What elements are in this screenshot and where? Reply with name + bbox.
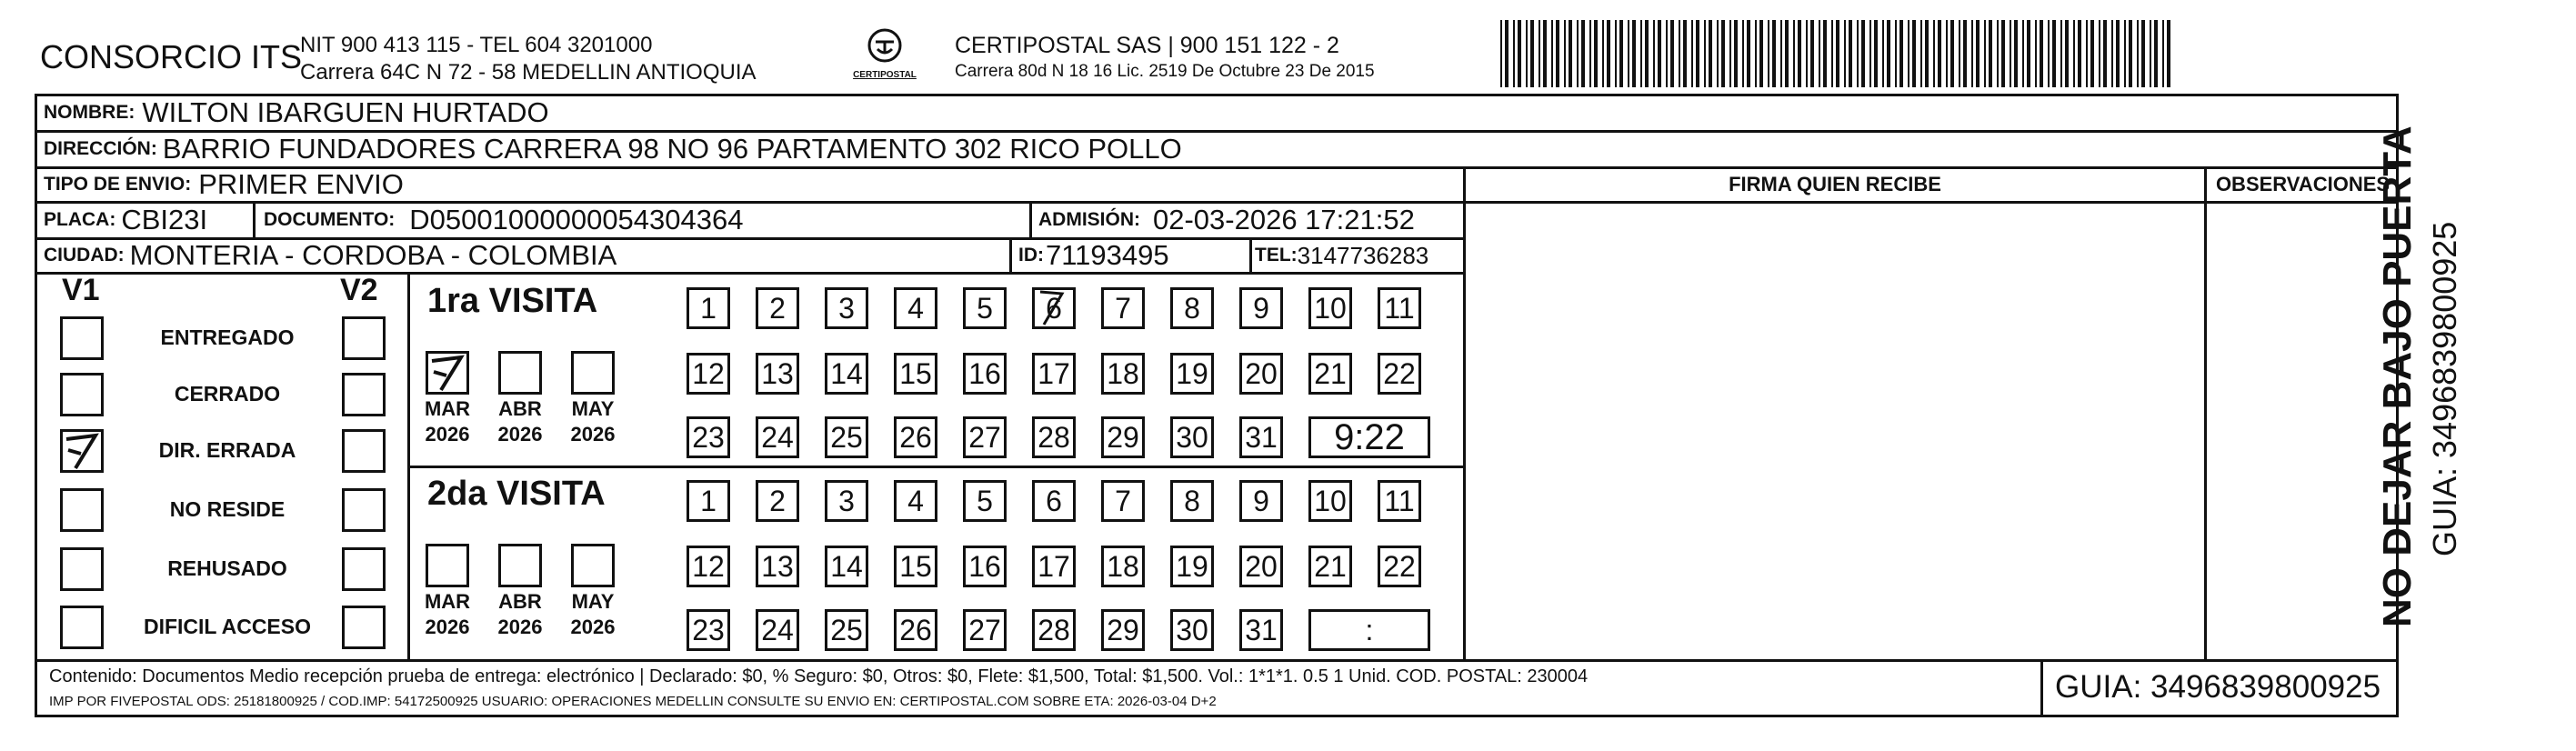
second-visit-day-20[interactable]: 20 [1239,546,1283,587]
month-year: 2026 [570,616,616,638]
second-visit-day-18[interactable]: 18 [1101,546,1145,587]
barcode-bar [1831,20,1833,87]
barcode-bar [1759,20,1763,87]
second-visit-day-1[interactable]: 1 [687,480,730,522]
first-visit-day-9[interactable]: 9 [1239,287,1283,329]
ciudad-cell [44,238,616,273]
barcode-bar [1925,20,1929,87]
second-visit-day-3[interactable]: 3 [825,480,868,522]
check-mark-icon [63,432,103,472]
barcode-bar [2129,20,2132,87]
month-name: MAR [424,590,471,613]
barcode-bar [1564,20,1566,87]
barcode-bar [1696,20,1699,87]
barcode-bar [2022,20,2024,87]
first-visit-month-label-mar [418,396,476,447]
side-guia: GUIA: 3496839800925 [2426,221,2463,556]
second-visit-day-13[interactable]: 13 [756,546,799,587]
barcode-bar [1971,20,1973,87]
barcode-bar [1806,20,1808,87]
second-visit-day-12[interactable]: 12 [687,546,730,587]
barcode-bar [2116,20,2120,87]
v2-checkbox-rehusado[interactable] [342,547,386,591]
direccion-label: DIRECCIÓN: [44,138,157,159]
second-visit-day-25[interactable]: 25 [825,609,868,651]
footer-content: Contenido: Documentos Medio recepción prueba de entrega: electrónico | Declarado: $0, % Seguro: $0, Otros: $0, Flete: $1,500, Total: $1,500. Vol.: 1*1*1. 0.5 1 Unid. COD. POSTAL: 230004 [49,666,1589,686]
barcode-bar [1645,20,1649,87]
admision-cell [1038,202,1415,238]
barcode-bar [1729,20,1731,87]
barcode-bar [1908,20,1909,87]
second-visit-day-6[interactable]: 6 [1032,480,1076,522]
barcode-bar [1887,20,1890,87]
second-visit-day-17[interactable]: 17 [1032,546,1076,587]
v2-checkbox-dificil-acceso[interactable] [342,606,386,649]
second-visit-month-checkbox-may[interactable] [571,544,615,587]
barcode-bar [2048,20,2050,87]
second-visit-day-23[interactable]: 23 [687,609,730,651]
barcode-bar [2065,20,2069,87]
second-visit-day-14[interactable]: 14 [825,546,868,587]
barcode-bar [1819,20,1820,87]
footer-print-info: IMP POR FIVEPOSTAL ODS: 25181800925 / COD.IMP: 54172500925 USUARIO: OPERACIONES MEDELLIN CONSULTE SU ENVIO EN: CERTIPOSTAL.COM SOBRE ETA: 2026-03-04 D+2 [49,694,1217,709]
barcode-bar [2035,20,2037,87]
tel-label: TEL: [1255,245,1298,265]
first-visit-month-checkbox-mar[interactable] [426,351,469,395]
second-visit-day-26[interactable]: 26 [894,609,937,651]
id-value: 71193495 [1046,239,1169,271]
v2-checkbox-dir-errada[interactable] [342,429,386,473]
direccion-row [44,131,1182,167]
barcode-bar [1717,20,1719,87]
status-label-rehusado: REHUSADO [167,556,287,580]
first-visit-month-checkbox-may[interactable] [571,351,615,395]
barcode-bar [1849,20,1852,87]
second-visit-day-8[interactable]: 8 [1170,480,1214,522]
first-visit-day-7[interactable]: 7 [1101,287,1145,329]
barcode-bar [1551,20,1553,87]
barcode-bar [1984,20,1986,87]
barcode-bar [1666,20,1668,87]
barcode-bar [1836,20,1839,87]
admision-label: ADMISIÓN: [1038,209,1140,230]
barcode-bar [1823,20,1827,87]
company-name: CONSORCIO ITS [40,38,303,75]
barcode-bar [1734,20,1738,87]
barcode-bar [1793,20,1795,87]
status-label-cerrado: CERRADO [174,382,281,406]
barcode-bar [1607,20,1610,87]
barcode-bar [1679,20,1680,87]
second-visit-title: 2da VISITA [427,475,606,513]
barcode-bar [1704,20,1706,87]
month-year: 2026 [497,616,543,638]
first-visit-day-24[interactable]: 24 [756,416,799,458]
id-label: ID: [1018,245,1044,265]
v2-checkbox-entregado[interactable] [342,316,386,360]
barcode-bar [1569,20,1572,87]
barcode-bar [1899,20,1903,87]
barcode-bar [1755,20,1757,87]
barcode-bar [1619,20,1623,87]
barcode-bar [1810,20,1814,87]
second-visit-month-label-may [564,589,622,640]
documento-label: DOCUMENTO: [264,209,396,230]
certipostal-license: Carrera 80d N 18 16 Lic. 2519 De Octubre 23 De 2015 [955,62,1375,81]
barcode-bar [1670,20,1674,87]
month-name: MAY [571,397,615,420]
barcode-bar [1640,20,1642,87]
barcode-bar [1594,20,1598,87]
v1-checkbox-entregado[interactable] [60,316,104,360]
second-visit-day-28[interactable]: 28 [1032,609,1076,651]
first-visit-day-30[interactable]: 30 [1170,416,1214,458]
tipo-row [44,167,404,202]
barcode-bar [1543,20,1547,87]
id-cell [1018,238,1169,273]
barcode-bar [2124,20,2126,87]
barcode-bar [1938,20,1941,87]
observaciones-header [2207,167,2399,202]
tel-value: 3147736283 [1297,241,1429,269]
barcode-bar [1602,20,1604,87]
first-visit-day-16[interactable]: 16 [963,353,1007,395]
barcode-bar [2010,20,2011,87]
barcode-bar [1577,20,1579,87]
first-visit-day-14[interactable]: 14 [825,353,868,395]
barcode-bar [1518,20,1521,87]
first-visit-day-2[interactable]: 2 [756,287,799,329]
barcode-bar [2099,20,2100,87]
v2-checkbox-no-reside[interactable] [342,488,386,532]
side-warning: NO DEJAR BAJO PUERTA [2375,125,2420,627]
barcode-bar [1857,20,1859,87]
barcode-bar [2111,20,2113,87]
barcode-bar [1963,20,1967,87]
first-visit-day-13[interactable]: 13 [756,353,799,395]
barcode [1500,20,2180,87]
barcode-bar [1772,20,1776,87]
barcode-bar [2167,20,2170,87]
barcode-bar [1882,20,1884,87]
first-visit-day-18[interactable]: 18 [1101,353,1145,395]
first-visit-month-label-may [564,396,622,447]
second-visit-day-10[interactable]: 10 [1308,480,1352,522]
second-visit-day-15[interactable]: 15 [894,546,937,587]
first-visit-day-8[interactable]: 8 [1170,287,1214,329]
month-name: ABR [498,590,542,613]
barcode-bar [2137,20,2139,87]
barcode-bar [1785,20,1789,87]
documento-value: D05001000000054304364 [409,204,744,235]
first-visit-day-11[interactable]: 11 [1378,287,1421,329]
first-visit-day-1[interactable]: 1 [687,287,730,329]
second-visit-day-19[interactable]: 19 [1170,546,1214,587]
tipo-label: TIPO DE ENVIO: [44,174,192,195]
second-visit-day-24[interactable]: 24 [756,609,799,651]
second-visit-time-field[interactable]: : [1308,609,1430,651]
barcode-bar [1997,20,1999,87]
status-label-dir-errada: DIR. ERRADA [158,438,296,462]
barcode-bar [2103,20,2107,87]
first-visit-day-10[interactable]: 10 [1308,287,1352,329]
second-visit-day-21[interactable]: 21 [1308,546,1352,587]
tel-cell [1255,238,1428,273]
first-visit-day-21[interactable]: 21 [1308,353,1352,395]
month-year: 2026 [497,423,543,446]
v1-checkbox-cerrado[interactable] [60,373,104,416]
second-visit-day-7[interactable]: 7 [1101,480,1145,522]
first-visit-day-6[interactable] [1032,287,1076,329]
barcode-bar [2027,20,2030,87]
barcode-bar [2154,20,2158,87]
first-visit-time-field[interactable]: 9:22 [1308,416,1430,458]
certipostal-info: CERTIPOSTAL SAS | 900 151 122 - 2 [955,33,1339,58]
v1-checkbox-no-reside[interactable] [60,488,104,532]
placa-value: CBI23I [121,204,208,235]
company-address: Carrera 64C N 72 - 58 MEDELLIN ANTIOQUIA [300,60,757,85]
barcode-bar [2162,20,2164,87]
barcode-bar [1895,20,1897,87]
second-visit-day-11[interactable]: 11 [1378,480,1421,522]
certipostal-logo [835,27,935,91]
status-label-entregado: ENTREGADO [160,325,295,349]
barcode-bar [2040,20,2043,87]
barcode-bar [1505,20,1509,87]
day-number: 6 [1046,291,1062,325]
month-name: MAR [424,397,471,420]
barcode-bar [2060,20,2062,87]
barcode-bar [1976,20,1980,87]
v1-header: V1 [62,273,100,307]
observaciones-label: OBSERVACIONES [2215,173,2391,195]
first-visit-day-12[interactable]: 12 [687,353,730,395]
barcode-bar [1500,20,1502,87]
first-visit-day-25[interactable]: 25 [825,416,868,458]
placa-cell [44,202,207,238]
barcode-bar [1920,20,1922,87]
barcode-bar [1798,20,1801,87]
barcode-bar [1747,20,1750,87]
placa-label: PLACA: [44,209,116,230]
barcode-bar [1869,20,1871,87]
barcode-bar [1946,20,1948,87]
first-visit-day-28[interactable]: 28 [1032,416,1076,458]
barcode-bar [1530,20,1534,87]
barcode-bar [1513,20,1515,87]
ciudad-label: CIUDAD: [44,245,125,265]
barcode-bar [2073,20,2075,87]
v1-checkbox-rehusado[interactable] [60,547,104,591]
barcode-bar [1912,20,1916,87]
second-visit-day-16[interactable]: 16 [963,546,1007,587]
first-visit-day-17[interactable]: 17 [1032,353,1076,395]
first-visit-day-3[interactable]: 3 [825,287,868,329]
first-visit-day-26[interactable]: 26 [894,416,937,458]
second-visit-day-5[interactable]: 5 [963,480,1007,522]
month-year: 2026 [425,616,470,638]
barcode-bar [1556,20,1559,87]
second-visit-day-31[interactable]: 31 [1239,609,1283,651]
admision-value: 02-03-2026 17:21:52 [1153,204,1415,235]
barcode-bar [1632,20,1636,87]
strike-mark-icon [1035,290,1075,330]
nombre-label: NOMBRE: [44,102,135,123]
barcode-bar [1874,20,1878,87]
barcode-bar [1526,20,1528,87]
second-visit-day-27[interactable]: 27 [963,609,1007,651]
v2-header: V2 [340,273,378,307]
barcode-bar [2090,20,2094,87]
status-label-dificil-acceso: DIFICIL ACCESO [143,615,311,638]
firma-header [1466,167,2204,202]
barcode-bar [2052,20,2056,87]
first-visit-day-20[interactable]: 20 [1239,353,1283,395]
nombre-value: WILTON IBARGUEN HURTADO [142,96,549,128]
month-year: 2026 [570,423,616,446]
barcode-bar [2086,20,2088,87]
first-visit-day-5[interactable]: 5 [963,287,1007,329]
first-visit-title: 1ra VISITA [427,282,598,320]
barcode-bar [1721,20,1725,87]
barcode-bar [1780,20,1782,87]
second-visit-month-label-abr [491,589,549,640]
second-visit-day-30[interactable]: 30 [1170,609,1214,651]
second-visit-day-4[interactable]: 4 [894,480,937,522]
second-visit-day-22[interactable]: 22 [1378,546,1421,587]
logo-text: CERTIPOSTAL [853,70,917,80]
status-label-no-reside: NO RESIDE [169,497,286,521]
second-visit-month-label-mar [418,589,476,640]
tipo-value: PRIMER ENVIO [198,168,404,200]
barcode-bar [1768,20,1769,87]
first-visit-day-22[interactable]: 22 [1378,353,1421,395]
first-visit-day-19[interactable]: 19 [1170,353,1214,395]
v1-checkbox-dir-errada[interactable] [60,429,104,473]
barcode-bar [2078,20,2081,87]
certipostal-logo-icon [863,27,907,67]
firma-label: FIRMA QUIEN RECIBE [1729,173,1941,195]
month-year: 2026 [425,423,470,446]
second-visit-month-checkbox-mar[interactable] [426,544,469,587]
barcode-bar [1628,20,1629,87]
barcode-bar [2150,20,2151,87]
barcode-bar [2141,20,2145,87]
direccion-value: BARRIO FUNDADORES CARRERA 98 NO 96 PARTAMENTO 302 RICO POLLO [162,133,1182,165]
barcode-bar [1709,20,1712,87]
barcode-bar [1959,20,1960,87]
check-mark-icon [428,354,468,394]
second-visit-day-29[interactable]: 29 [1101,609,1145,651]
barcode-bar [1950,20,1954,87]
second-visit-day-9[interactable]: 9 [1239,480,1283,522]
first-visit-month-checkbox-abr[interactable] [498,351,542,395]
barcode-bar [1589,20,1591,87]
first-visit-day-27[interactable]: 27 [963,416,1007,458]
barcode-bar [1844,20,1846,87]
nombre-row [44,95,549,131]
month-name: ABR [498,397,542,420]
v1-checkbox-dificil-acceso[interactable] [60,606,104,649]
barcode-bar [1691,20,1693,87]
first-visit-month-label-abr [491,396,549,447]
barcode-bar [2001,20,2005,87]
ciudad-value: MONTERIA - CORDOBA - COLOMBIA [129,239,617,271]
first-visit-day-29[interactable]: 29 [1101,416,1145,458]
footer-guia: GUIA: 3496839800925 [2055,669,2381,705]
barcode-bar [1615,20,1617,87]
barcode-bar [2014,20,2018,87]
barcode-bar [1861,20,1865,87]
first-visit-day-15[interactable]: 15 [894,353,937,395]
barcode-bar [1683,20,1687,87]
barcode-bar [1581,20,1585,87]
barcode-bar [1653,20,1655,87]
second-visit-month-checkbox-abr[interactable] [498,544,542,587]
barcode-bar [1539,20,1540,87]
barcode-bar [1989,20,1992,87]
barcode-bar [1742,20,1744,87]
v2-checkbox-cerrado[interactable] [342,373,386,416]
company-nit: NIT 900 413 115 - TEL 604 3201000 [300,33,653,57]
barcode-bar [1658,20,1661,87]
month-name: MAY [571,590,615,613]
second-visit-day-2[interactable]: 2 [756,480,799,522]
first-visit-day-23[interactable]: 23 [687,416,730,458]
barcode-bar [1933,20,1935,87]
first-visit-day-31[interactable]: 31 [1239,416,1283,458]
documento-cell [264,202,743,238]
first-visit-day-4[interactable]: 4 [894,287,937,329]
